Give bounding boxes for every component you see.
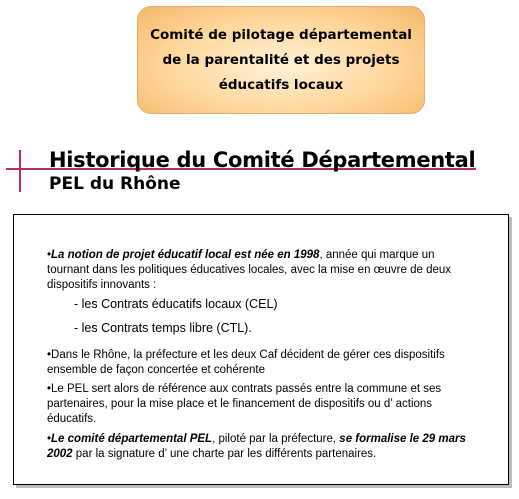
header-line-2: de la parentalité et des projets bbox=[162, 51, 400, 68]
page-subtitle: PEL du Rhône bbox=[49, 174, 181, 194]
paragraph-2-line-1: •Dans le Rhône, la préfecture et les deux Caf décident de gérer ces dispositifs bbox=[47, 349, 445, 361]
paragraph-4-line-2 bbox=[47, 447, 497, 462]
paragraph-1-line-2: tournant dans les politiques éducatives locales, avec la mise en œuvre de deux bbox=[47, 264, 452, 276]
paragraph-4-bold-2: se formalise le 29 mars bbox=[339, 433, 466, 445]
header-line-3: éducatifs locaux bbox=[218, 76, 344, 93]
list-item-ctl: - les Contrats temps libre (CTL). bbox=[74, 321, 252, 335]
paragraph-2 bbox=[47, 348, 497, 378]
header-banner bbox=[137, 6, 425, 114]
header-line-1: Comité de pilotage départemental bbox=[150, 26, 412, 43]
list-item-cel: - les Contrats éducatifs locaux (CEL) bbox=[74, 297, 278, 311]
paragraph-3-line-1: •Le PEL sert alors de référence aux contrats passés entre la commune et ses bbox=[47, 383, 442, 395]
paragraph-4-bold-3: 2002 bbox=[47, 448, 73, 460]
paragraph-2-line-2: ensemble de façon concertée et cohérente bbox=[47, 364, 266, 376]
paragraph-4-rest: par la signature d’ une charte par les différents partenaires. bbox=[72, 448, 377, 460]
paragraph-4-mid: , piloté par la préfecture, bbox=[212, 433, 340, 445]
title-tick-mark bbox=[19, 150, 21, 192]
page-title: Historique du Comité Départemental bbox=[49, 148, 476, 172]
paragraph-4-bold-1: Le comité départemental PEL bbox=[51, 433, 213, 445]
paragraph-3-line-3: éducatifs. bbox=[47, 413, 97, 425]
paragraph-1-rest: , année qui marque un bbox=[319, 249, 435, 261]
paragraph-4-line-1: •Le comité départemental PEL, piloté par la préfecture, se formalise le 29 mars bbox=[47, 433, 466, 445]
paragraph-3 bbox=[47, 382, 497, 427]
paragraph-1-bold: La notion de projet éducatif local est née en 1998 bbox=[51, 249, 320, 261]
paragraph-1-line-3: dispositifs innovants : bbox=[47, 279, 157, 291]
paragraph-4 bbox=[47, 432, 497, 462]
paragraph-3-line-2: partenaires, pour la mise place et le financement de dispositifs ou d’ actions bbox=[47, 398, 433, 410]
paragraph-1 bbox=[47, 248, 497, 293]
paragraph-1-line-1: •La notion de projet éducatif local est née en 1998, année qui marque un bbox=[47, 249, 435, 261]
